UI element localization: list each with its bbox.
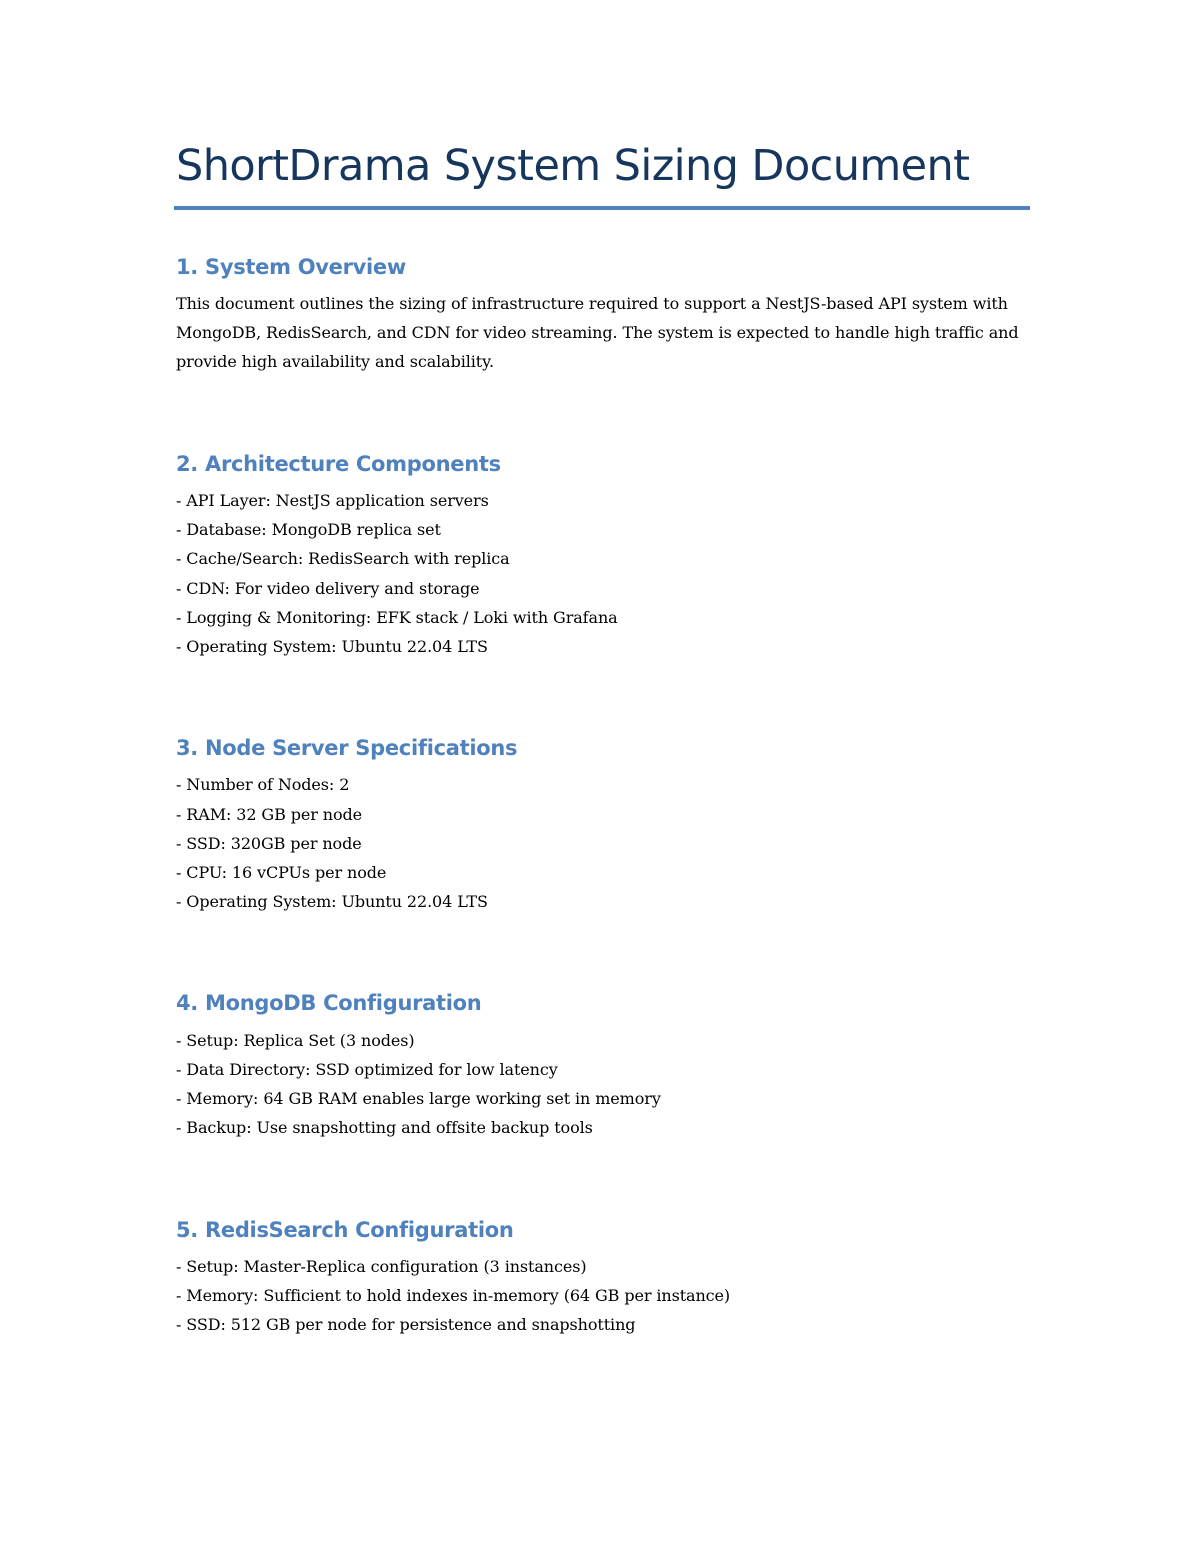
list-item: - Setup: Master-Replica configuration (3 instances) bbox=[176, 1252, 1028, 1281]
list-item: - Database: MongoDB replica set bbox=[176, 515, 1028, 544]
list-item: - Memory: 64 GB RAM enables large working set in memory bbox=[176, 1084, 1028, 1113]
list-item: - Operating System: Ubuntu 22.04 LTS bbox=[176, 632, 1028, 661]
bullet-list bbox=[176, 770, 1028, 916]
document-title: ShortDrama System Sizing Document bbox=[176, 141, 970, 191]
section-heading: 1. System Overview bbox=[176, 254, 406, 279]
section-redissearch-configuration bbox=[176, 1217, 1028, 1340]
section-heading: 4. MongoDB Configuration bbox=[176, 991, 482, 1016]
section-architecture-components bbox=[176, 451, 1028, 662]
list-item: - Memory: Sufficient to hold indexes in-memory (64 GB per instance) bbox=[176, 1281, 1028, 1310]
section-heading: 2. Architecture Components bbox=[176, 451, 501, 476]
section-system-overview bbox=[176, 254, 1028, 377]
bullet-list bbox=[176, 486, 1028, 661]
list-item: - SSD: 512 GB per node for persistence and snapshotting bbox=[176, 1310, 1028, 1339]
list-item: - Setup: Replica Set (3 nodes) bbox=[176, 1026, 1028, 1055]
list-item: - CDN: For video delivery and storage bbox=[176, 574, 1028, 603]
list-item: - CPU: 16 vCPUs per node bbox=[176, 858, 1028, 887]
section-heading: 5. RedisSearch Configuration bbox=[176, 1217, 514, 1242]
title-underline-rule bbox=[174, 206, 1030, 210]
list-item: - Backup: Use snapshotting and offsite backup tools bbox=[176, 1113, 1028, 1142]
list-item: - RAM: 32 GB per node bbox=[176, 800, 1028, 829]
document-body bbox=[176, 140, 1028, 1340]
list-item: - Number of Nodes: 2 bbox=[176, 770, 1028, 799]
list-item: - API Layer: NestJS application servers bbox=[176, 486, 1028, 515]
list-item: - Data Directory: SSD optimized for low latency bbox=[176, 1055, 1028, 1084]
section-paragraph: This document outlines the sizing of infrastructure required to support a NestJS-based API system with MongoDB, RedisSearch, and CDN for video streaming. The system is expected to handle high traffic and provide high availability and scalability. bbox=[176, 294, 1019, 372]
list-item: - Operating System: Ubuntu 22.04 LTS bbox=[176, 887, 1028, 916]
section-heading: 3. Node Server Specifications bbox=[176, 736, 518, 761]
section-mongodb-configuration bbox=[176, 990, 1028, 1142]
bullet-list bbox=[176, 1026, 1028, 1143]
list-item: - SSD: 320GB per node bbox=[176, 829, 1028, 858]
bullet-list bbox=[176, 1252, 1028, 1340]
list-item: - Logging & Monitoring: EFK stack / Loki with Grafana bbox=[176, 603, 1028, 632]
list-item: - Cache/Search: RedisSearch with replica bbox=[176, 544, 1028, 573]
section-node-server-specifications bbox=[176, 735, 1028, 916]
